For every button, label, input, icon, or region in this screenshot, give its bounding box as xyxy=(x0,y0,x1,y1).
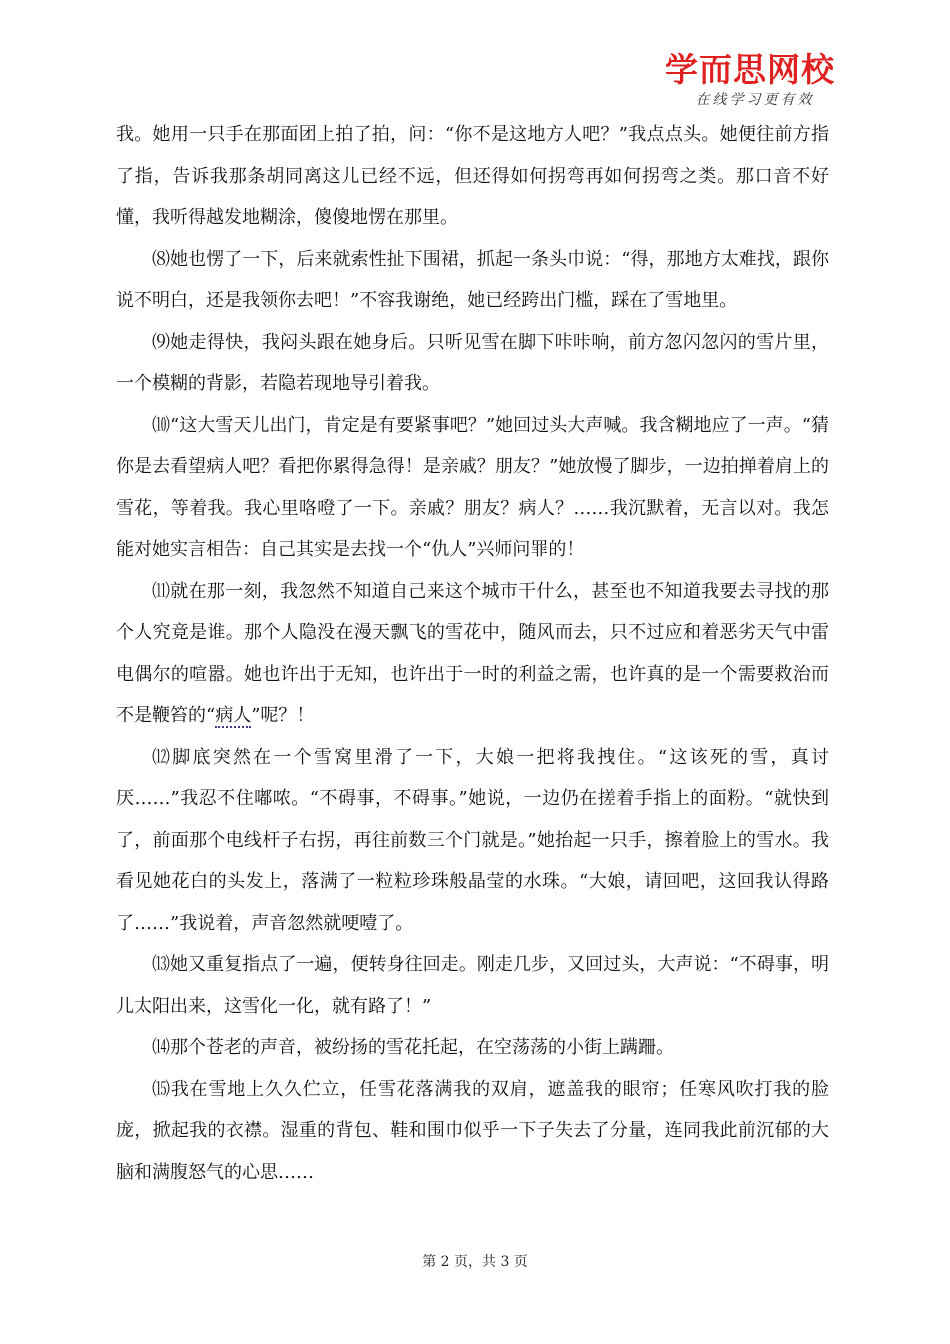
paragraph-11 xyxy=(116,571,829,737)
marked-word: 病人 xyxy=(215,705,252,726)
paragraph-10: ⑽“这大雪天儿出门，肯定是有要紧事吧？”她回过头大声喊。我含糊地应了一声。“猜你是去看望病人吧？看把你累得急得！是亲戚？朋友？”她放慢了脚步，一边拍掸着肩上的雪花，等着我。我心里咯噔了一下。亲戚？朋友？病人？……我沉默着，无言以对。我怎能对她实言相告：自己其实是去找一个“仇人”兴师问罪的！ xyxy=(116,414,829,560)
paragraph-13: ⒀她又重复指点了一遍，便转身往回走。刚走几步，又回过头，大声说：“不碍事，明儿太阳出来，这雪化一化，就有路了！” xyxy=(116,954,829,1017)
page-footer: 第 2 页，共 3 页 xyxy=(422,1254,528,1270)
logo-slogan: 在线学习更有效 xyxy=(695,92,815,108)
logo xyxy=(650,50,850,120)
paragraph-8: ⑻她也愣了一下，后来就索性扯下围裙，抓起一条头巾说：“得，那地方太难找，跟你说不明白，还是我领你去吧！”不容我谢绝，她已经跨出门槛，踩在了雪地里。 xyxy=(116,248,829,311)
logo-name: 学而思网校 xyxy=(665,50,835,89)
paragraph-9: ⑼她走得快，我闷头跟在她身后。只听见雪在脚下咔咔响，前方忽闪忽闪的雪片里，一个模糊的背影，若隐若现地导引着我。 xyxy=(116,331,829,394)
paragraph-14: ⒁那个苍老的声音，被纷扬的雪花托起，在空荡荡的小街上蹒跚。 xyxy=(152,1037,674,1058)
paragraph-11-text: ⑾就在那一刻，我忽然不知道自己来这个城市干什么，甚至也不知道我要去寻找的那个人究竟是谁。那个人隐没在漫天飘飞的雪花中，随风而去，只不过应和着恶劣天气中雷电偶尔的喧嚣。她也许出于无知，也许出于一时的利益之需，也许真的是一个需要救治而不是鞭笞的“ xyxy=(116,580,829,726)
paragraph-12: ⑿脚底突然在一个雪窝里滑了一下，大娘一把将我拽住。“这该死的雪，真讨厌……”我忍不住嘟哝。“不碍事，不碍事。”她说，一边仍在搓着手指上的面粉。“就快到了，前面那个电线杆子右拐，再往前数三个门就是。”她抬起一只手，擦着脸上的雪水。我看见她花白的头发上，落满了一粒粒珍珠般晶莹的水珠。“大娘，请回吧，这回我认得路了……”我说着，声音忽然就哽噎了。 xyxy=(116,746,829,934)
article-body xyxy=(116,114,829,1193)
paragraph-11-end: ”呢？！ xyxy=(251,705,315,726)
paragraph-continued: 我。她用一只手在那面团上拍了拍，问：“你不是这地方人吧？”我点点头。她便往前方指了指，告诉我那条胡同离这儿已经不远，但还得如何拐弯再如何拐弯之类。那口音不好懂，我听得越发地糊涂，傻傻地愣在那里。 xyxy=(116,124,829,228)
paragraph-15: ⒂我在雪地上久久伫立，任雪花落满我的双肩，遮盖我的眼帘；任寒风吹打我的脸庞，掀起我的衣襟。湿重的背包、鞋和围巾似乎一下子失去了分量，连同我此前沉郁的大脑和满腹怒气的心思…… xyxy=(116,1078,829,1183)
